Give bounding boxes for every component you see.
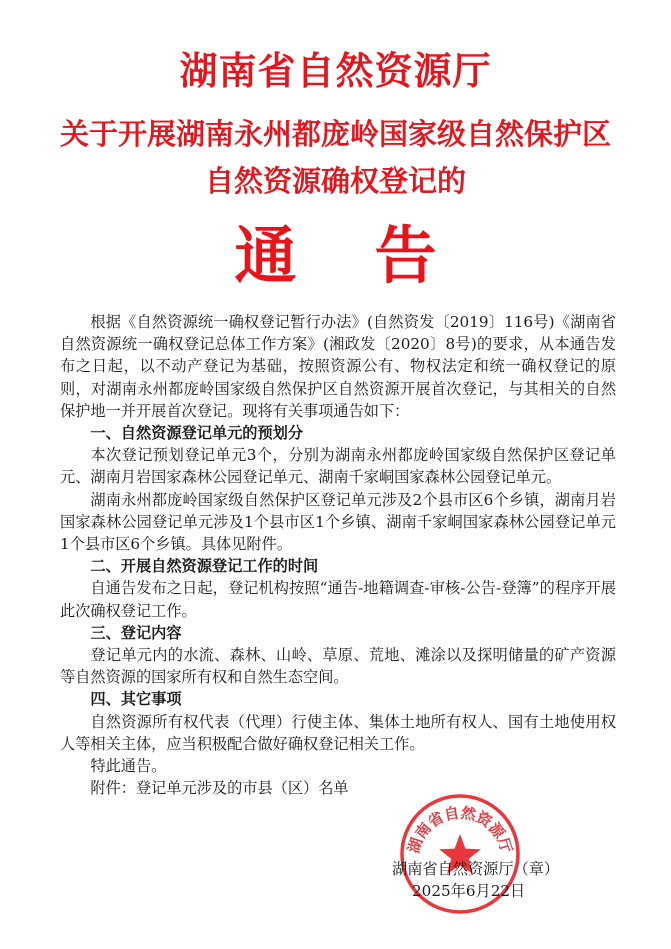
section-3-paragraph-1: 登记单元内的水流、森林、山岭、草原、荒地、滩涂以及探明储量的矿产资源等自然资源的国家所有权和自然生态空间。 — [60, 646, 616, 687]
intro-paragraph: 根据《自然资源统一确权登记暂行办法》(自然资发〔2019〕116号)《湖南省自然资源统一确权登记总体工作方案》(湘政发〔2020〕8号)的要求，从本通告发布之日起，以不动产登记为基础，按照资源公有、物权法定和统一确权登记的原则，对湖南永州都庞岭国家级自然保护区自然资源开展首次登记，与其相关的自然保护地一并开展首次登记。现将有关事项通告如下： — [60, 313, 616, 420]
section-heading-2: 二、开展自然资源登记工作的时间 — [90, 557, 319, 576]
section-heading-1: 一、自然资源登记单元的预划分 — [90, 424, 304, 443]
section-heading-3: 三、登记内容 — [90, 623, 182, 642]
document-type-title — [0, 206, 671, 295]
issuing-org-title: 湖南省自然资源厅 — [179, 48, 492, 93]
section-2-paragraph-1: 自通告发布之日起，登记机构按照“通告-地籍调查-审核-公告-登簿”的程序开展此次确权登记工作。 — [60, 579, 616, 620]
section-4-paragraph-1: 自然资源所有权代表（代理）行使主体、集体土地所有权人、国有土地使用权人等相关主体，应当积极配合做好确权登记相关工作。 — [60, 712, 616, 753]
section-1-paragraph-1: 本次登记预划登记单元3个，分别为湖南永州都庞岭国家级自然保护区登记单元、湖南月岩国家森林公园登记单元、湖南千家峒国家森林公园登记单元。 — [60, 446, 616, 487]
attachment-line: 附件：登记单元涉及的市县（区）名单 — [90, 779, 349, 798]
issuer-signature: 湖南省自然资源厅（章） — [392, 860, 560, 878]
subject-line-1: 关于开展湖南永州都庞岭国家级自然保护区 — [59, 117, 611, 151]
document-type-char-1: 通 — [234, 219, 297, 292]
section-1-paragraph-2: 湖南永州都庞岭国家级自然保护区登记单元涉及2个县市区6个乡镇，湖南月岩国家森林公园登记单元涉及1个县市区1个乡镇、湖南千家峒国家森林公园登记单元1个县市区6个乡镇。具体见附件。 — [60, 490, 616, 554]
document-type-char-2: 告 — [374, 219, 437, 292]
section-heading-4: 四、其它事项 — [90, 690, 182, 709]
closing-line: 特此通告。 — [90, 757, 167, 776]
notice-body — [60, 311, 616, 799]
issue-date: 2025年6月22日 — [412, 882, 526, 900]
signature-block — [392, 858, 559, 902]
seal-text: 湖南省自然资源厅 — [404, 803, 516, 856]
subject-line-2: 自然资源确权登记的 — [204, 164, 466, 198]
